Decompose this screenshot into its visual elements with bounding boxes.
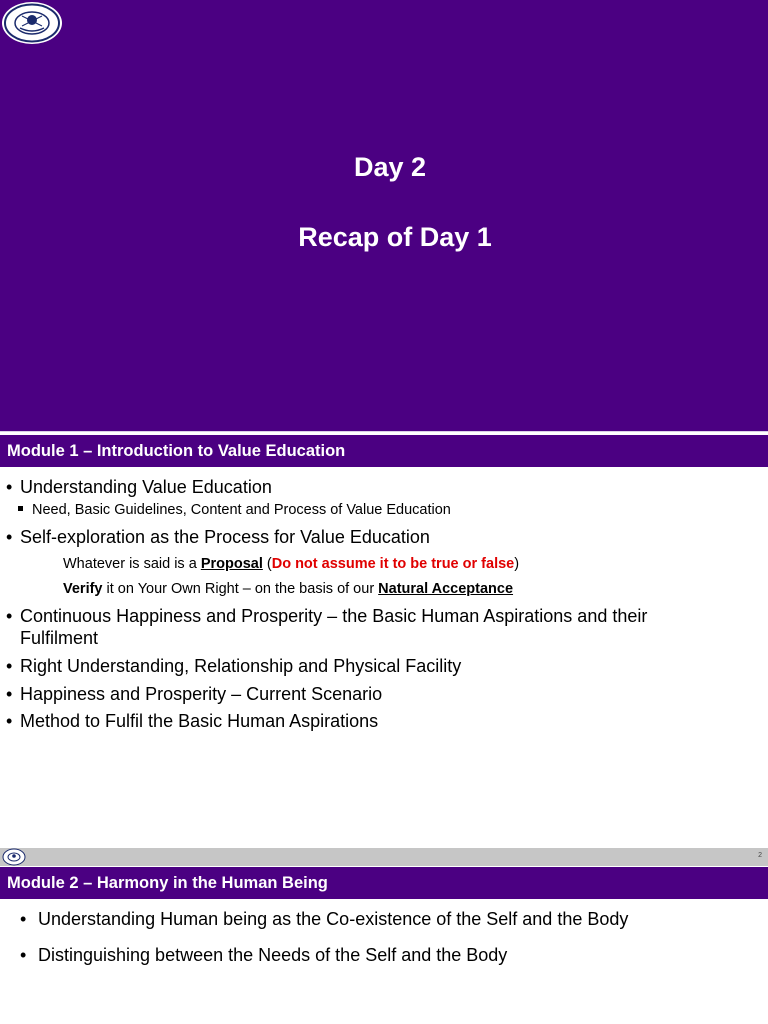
bullet-coexistence: • Understanding Human being as the Co-existence of the Self and the Body	[20, 909, 629, 929]
warning-text: Do not assume it to be true or false	[271, 556, 515, 572]
bullet-distinguishing-needs: • Distinguishing between the Needs of the Self and the Body	[20, 945, 508, 965]
page-number: 2	[758, 852, 762, 859]
bullet-happiness-scenario: • Happiness and Prosperity – Current Scenario	[6, 684, 383, 704]
bullet-continuous-happiness: • Continuous Happiness and Prosperity – the Basic Human Aspirations and their Fulfilment	[6, 606, 648, 648]
bullet-self-exploration: • Self-exploration as the Process for Value Education	[6, 527, 430, 547]
title-slide	[0, 0, 768, 432]
slide-footer	[0, 848, 768, 866]
bullet-method-fulfil: • Method to Fulfil the Basic Human Aspirations	[6, 711, 379, 731]
verify-term: Verify	[63, 581, 103, 597]
module-1-header: Module 1 – Introduction to Value Education	[0, 435, 768, 467]
square-bullet-icon	[18, 506, 23, 511]
bullet-right-understanding: • Right Understanding, Relationship and Physical Facility	[6, 656, 462, 676]
natural-acceptance-term: Natural Acceptance	[378, 581, 514, 597]
slide-title-day: Day 2	[353, 152, 427, 182]
proposal-line: Whatever is said is a Proposal (Do not assume it to be true or false)	[63, 556, 520, 572]
university-seal-logo-icon	[0, 0, 64, 46]
bullet-understanding-value-education: • Understanding Value Education	[6, 477, 272, 497]
verify-line: Verify it on Your Own Right – on the basis of our Natural Acceptance	[63, 581, 514, 597]
module-2-header: Module 2 – Harmony in the Human Being	[0, 867, 768, 899]
university-seal-small-icon	[2, 848, 26, 866]
sub-bullet-need-guidelines: Need, Basic Guidelines, Content and Process of Value Education	[18, 501, 451, 519]
slide-subtitle-recap: Recap of Day 1	[298, 222, 492, 252]
proposal-term: Proposal	[200, 556, 263, 572]
